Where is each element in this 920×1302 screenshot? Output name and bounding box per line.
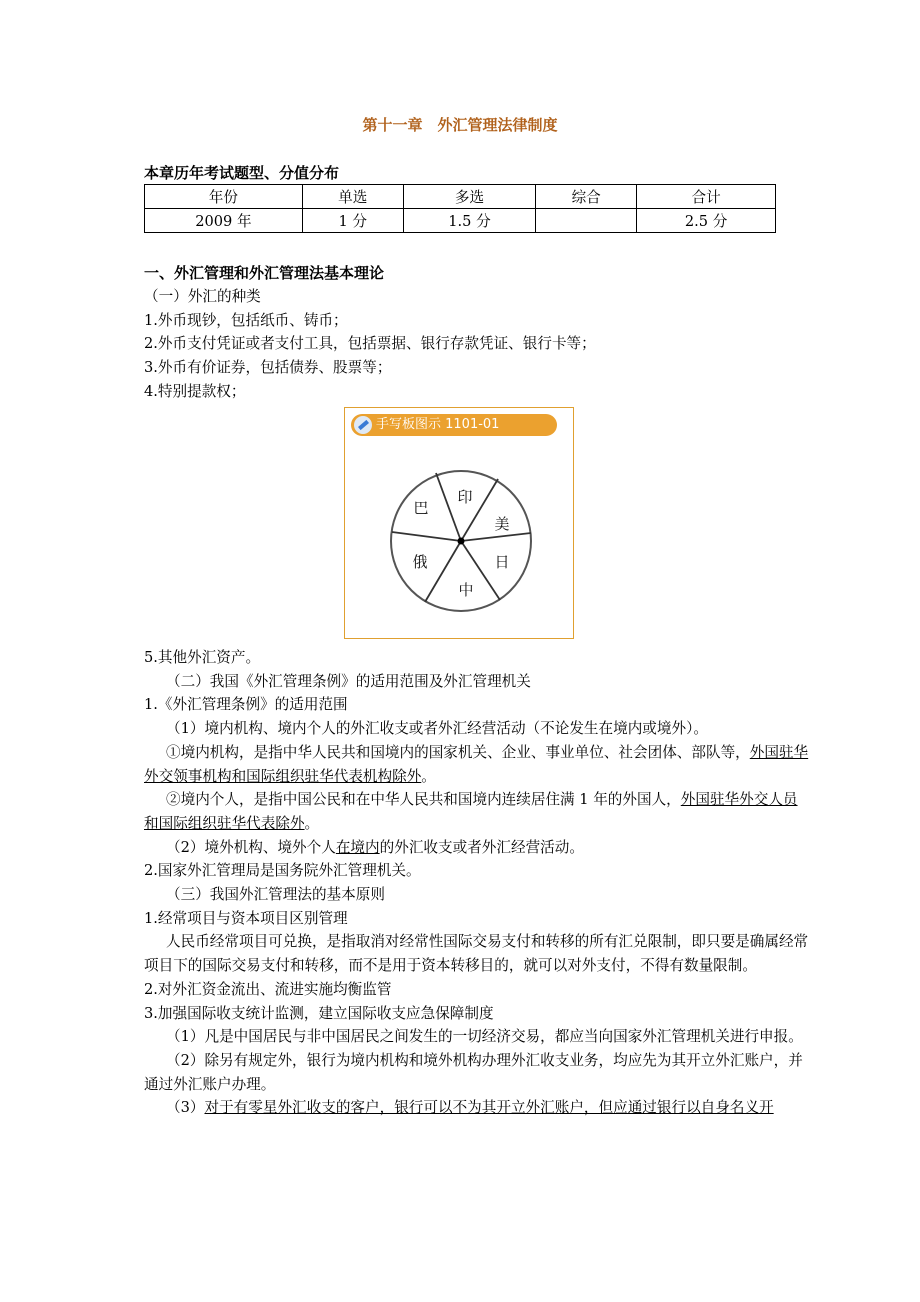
table-cell: 2009 年	[145, 209, 303, 233]
underlined-text: 外国驻华外交人员和国际组织驻华代表除外	[144, 791, 798, 832]
table-cell: 2.5 分	[637, 209, 776, 233]
slice-label: 巴	[412, 498, 429, 517]
slice-label: 日	[493, 552, 510, 571]
list-item: 1.外币现钞，包括纸币、铸币；	[144, 311, 348, 329]
table-heading: 本章历年考试题型、分值分布	[144, 164, 340, 182]
slice-label: 印	[456, 487, 473, 506]
text: 。	[421, 767, 436, 785]
text-line: （1）境内机构、境内个人的外汇收支或者外汇经营活动（不论发生在境内或境外）。	[166, 720, 708, 738]
table-header-row	[145, 185, 776, 209]
header-cell: 多选	[403, 185, 536, 209]
slice-label: 中	[457, 580, 474, 599]
text-line: 2.国家外汇管理局是国务院外汇管理机关。	[144, 862, 421, 880]
slice-label: 俄	[411, 552, 428, 571]
list-item: 3.外币有价证券，包括债券、股票等；	[144, 359, 392, 377]
figure-label: 手写板图示 1101-01	[376, 417, 500, 432]
table-cell: 1 分	[302, 209, 403, 233]
currency-pie-diagram	[344, 407, 574, 639]
subheading: （二）我国《外汇管理条例》的适用范围及外汇管理机关	[166, 672, 531, 690]
underlined-text: 在境内	[335, 838, 380, 856]
underlined-text: 外国驻华外交领事机构和国际组织驻华代表机构除外	[144, 743, 809, 785]
section-heading: 一、外汇管理和外汇管理法基本理论	[144, 264, 385, 282]
section1-body	[144, 285, 810, 404]
figure-box	[344, 407, 574, 639]
list-item: 2.外币支付凭证或者支付工具，包括票据、银行存款凭证、银行卡等；	[144, 335, 596, 353]
paragraph	[144, 788, 810, 835]
text: （3）	[166, 1099, 205, 1117]
text: （2）境外机构、境外个人	[166, 838, 336, 856]
table-cell	[536, 209, 637, 233]
paragraph: （2）除另有规定外，银行为境内机构和境外机构办理外汇收支业务，均应先为其开立外汇账户，并通过外汇账户办理。	[144, 1051, 803, 1093]
subheading: （三）我国外汇管理法的基本原则	[166, 886, 385, 904]
text-line: 2.对外汇资金流出、流进实施均衡监管	[144, 980, 392, 998]
text-line: 1.《外汇管理条例》的适用范围	[144, 696, 348, 714]
paragraph	[144, 836, 810, 860]
table-cell: 1.5 分	[403, 209, 536, 233]
text: 。	[304, 814, 320, 832]
chapter-title: 第十一章 外汇管理法律制度	[362, 116, 558, 134]
table-row	[145, 209, 776, 233]
paragraph	[144, 1096, 810, 1120]
paragraph: （1）凡是中国居民与非中国居民之间发生的一切经济交易，都应当向国家外汇管理机关进行申报。	[166, 1028, 803, 1046]
subheading: （一）外汇的种类	[144, 288, 261, 305]
text: ①境内机构，是指中华人民共和国境内的国家机关、企业、事业单位、社会团体、部队等，	[166, 743, 750, 761]
header-cell: 单选	[302, 185, 403, 209]
paragraph	[144, 741, 810, 788]
score-table	[144, 184, 776, 233]
underlined-text: 对于有零星外汇收支的客户，银行可以不为其开立外汇账户，但应通过银行以自身名义开	[204, 1099, 774, 1117]
text: 的外汇收支或者外汇经营活动。	[379, 838, 584, 856]
slice-label: 美	[493, 514, 510, 533]
header-cell: 合计	[637, 185, 776, 209]
text: ②境内个人，是指中国公民和在中华人民共和国境内连续居住满 1 年的外国人，	[166, 791, 681, 809]
text-line: 1.经常项目与资本项目区别管理	[144, 909, 348, 927]
list-item: 4.特别提款权；	[144, 382, 246, 400]
header-cell: 年份	[145, 185, 303, 209]
section2-body	[144, 646, 810, 1120]
header-cell: 综合	[536, 185, 637, 209]
text-line: 5.其他外汇资产。	[144, 649, 261, 666]
paragraph: 人民币经常项目可兑换，是指取消对经常性国际交易支付和转移的所有汇兑限制，即只要是确属经常项目下的国际交易支付和转移，而不是用于资本转移目的，就可以对外支付，不得有数量限制。	[144, 933, 809, 975]
text-line: 3.加强国际收支统计监测，建立国际收支应急保障制度	[144, 1004, 494, 1022]
pie-center	[457, 537, 464, 544]
